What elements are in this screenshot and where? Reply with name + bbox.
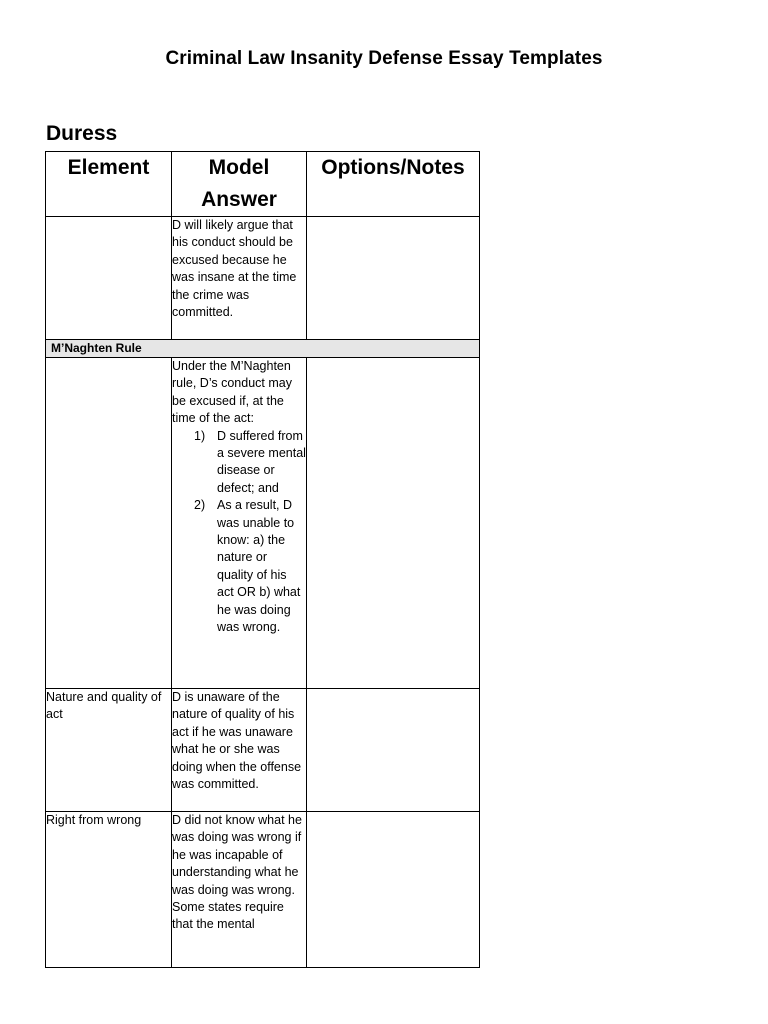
table-row: [46, 358, 480, 689]
answer-paragraph: D did not know what he was doing was wrong if he was incapable of understanding what he was doing was wrong.: [172, 813, 302, 897]
table-row: [46, 812, 480, 968]
document-title: Criminal Law Insanity Defense Essay Templates: [165, 48, 603, 69]
notes-cell: [307, 217, 480, 340]
header-element: Element: [46, 152, 172, 217]
notes-cell: [307, 689, 480, 812]
list-number: 2): [194, 498, 206, 513]
model-answer-cell: [172, 812, 307, 968]
notes-cell: [307, 358, 480, 689]
table-header-row: [46, 152, 480, 217]
list-item-text: D suffered from a severe mental disease or defect; and: [217, 428, 306, 495]
model-answer-cell: D will likely argue that his conduct should be excused because he was insane at the time the crime was committed.: [172, 217, 307, 340]
list-item: [194, 497, 306, 636]
list-number: 1): [194, 428, 206, 443]
answer-paragraph: Some states require that the mental: [172, 900, 284, 932]
header-options-notes: Options/Notes: [307, 152, 480, 217]
list-item: [194, 428, 306, 498]
rule-intro-text: Under the M’Naghten rule, D’s conduct may be excused if, at the time of the act:: [172, 359, 292, 426]
element-cell: [46, 358, 172, 689]
band-label: M’Naghten Rule: [46, 340, 480, 358]
list-item-text: As a result, D was unable to know: a) the nature or quality of his act OR b) what he was doing was wrong.: [217, 498, 301, 635]
essay-template-table: [45, 151, 480, 968]
rule-prongs-list: [172, 428, 306, 637]
model-answer-cell: D is unaware of the nature of quality of his act if he was unaware what he or she was doing when the offense was committed.: [172, 689, 307, 812]
table-row: [46, 689, 480, 812]
header-model-answer: Model Answer: [172, 152, 307, 217]
element-cell: [46, 217, 172, 340]
section-heading: Duress: [46, 122, 118, 145]
element-cell: Right from wrong: [46, 812, 172, 968]
table-row: [46, 217, 480, 340]
mnaghten-rule-band: [46, 340, 480, 358]
notes-cell: [307, 812, 480, 968]
element-cell: Nature and quality of act: [46, 689, 172, 812]
model-answer-cell: [172, 358, 307, 689]
